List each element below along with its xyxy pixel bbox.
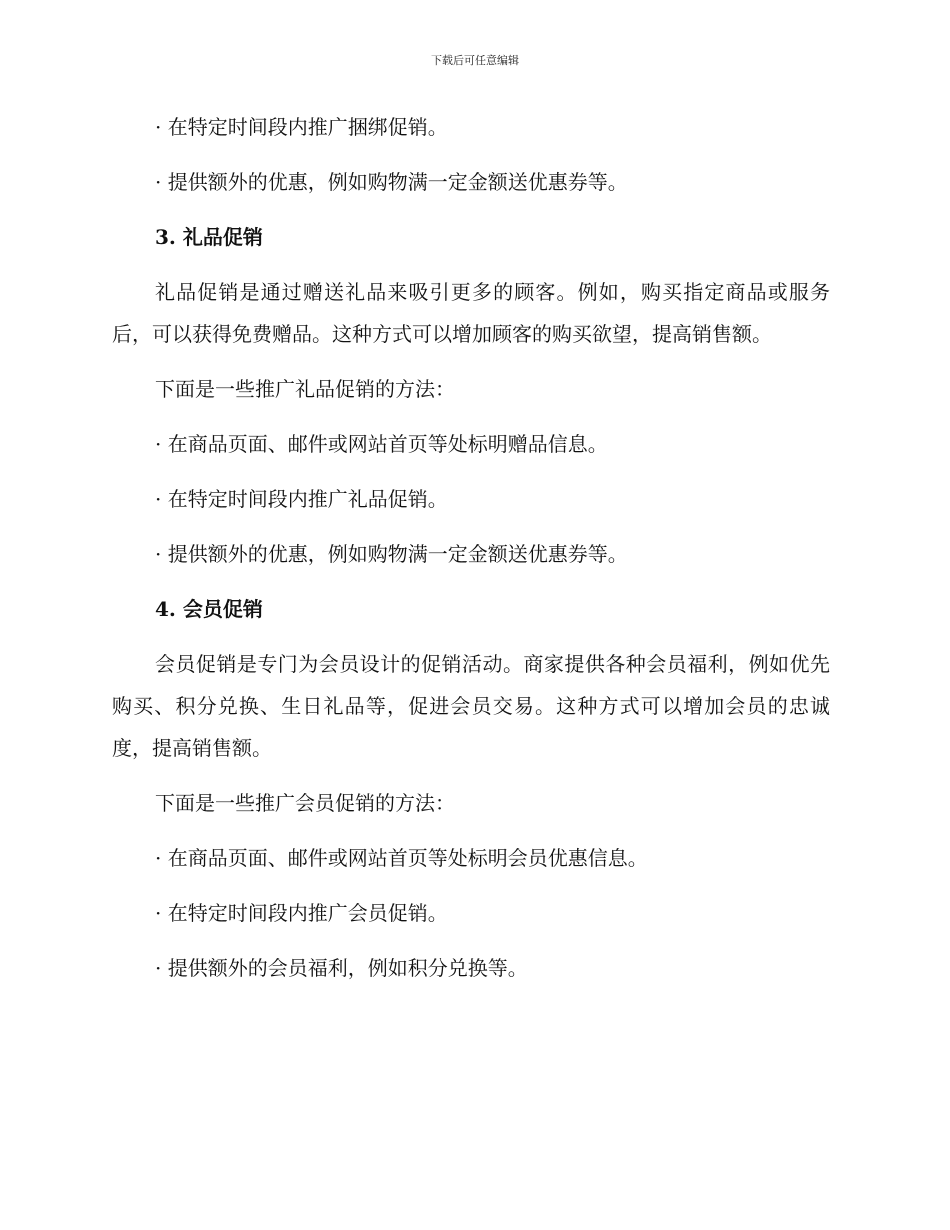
bullet-item: · 提供额外的会员福利，例如积分兑换等。 [155,956,528,980]
section-intro-member-promotion: 下面是一些推广会员促销的方法： [155,791,455,815]
section-paragraph-member-promotion: 会员促销是专门为会员设计的促销活动。商家提供各种会员福利，例如优先购买、积分兑换、生日礼品等，促进会员交易。这种方式可以增加会员的忠诚度，提高销售额。 [112,652,830,760]
section-paragraph-gift-promotion: 礼品促销是通过赠送礼品来吸引更多的顾客。例如，购买指定商品或服务后，可以获得免费赠品。这种方式可以增加顾客的购买欲望，提高销售额。 [112,280,830,346]
section-intro-gift-promotion: 下面是一些推广礼品促销的方法： [155,377,455,401]
section-heading-member-promotion: 4. 会员促销 [155,597,263,621]
bullet-item: · 在特定时间段内推广会员促销。 [155,901,448,925]
bullet-item: · 在特定时间段内推广礼品促销。 [155,487,448,511]
bullet-item: · 提供额外的优惠，例如购物满一定金额送优惠券等。 [155,542,628,566]
document-body [112,106,832,1002]
bullet-item: · 在商品页面、邮件或网站首页等处标明会员优惠信息。 [155,846,648,870]
bullet-item: · 在特定时间段内推广捆绑促销。 [155,115,448,139]
bullet-item: · 在商品页面、邮件或网站首页等处标明赠品信息。 [155,432,608,456]
page-header: 下载后可任意编辑 [431,54,519,67]
bullet-item: · 提供额外的优惠，例如购物满一定金额送优惠券等。 [155,170,628,194]
section-heading-gift-promotion: 3. 礼品促销 [155,225,263,249]
